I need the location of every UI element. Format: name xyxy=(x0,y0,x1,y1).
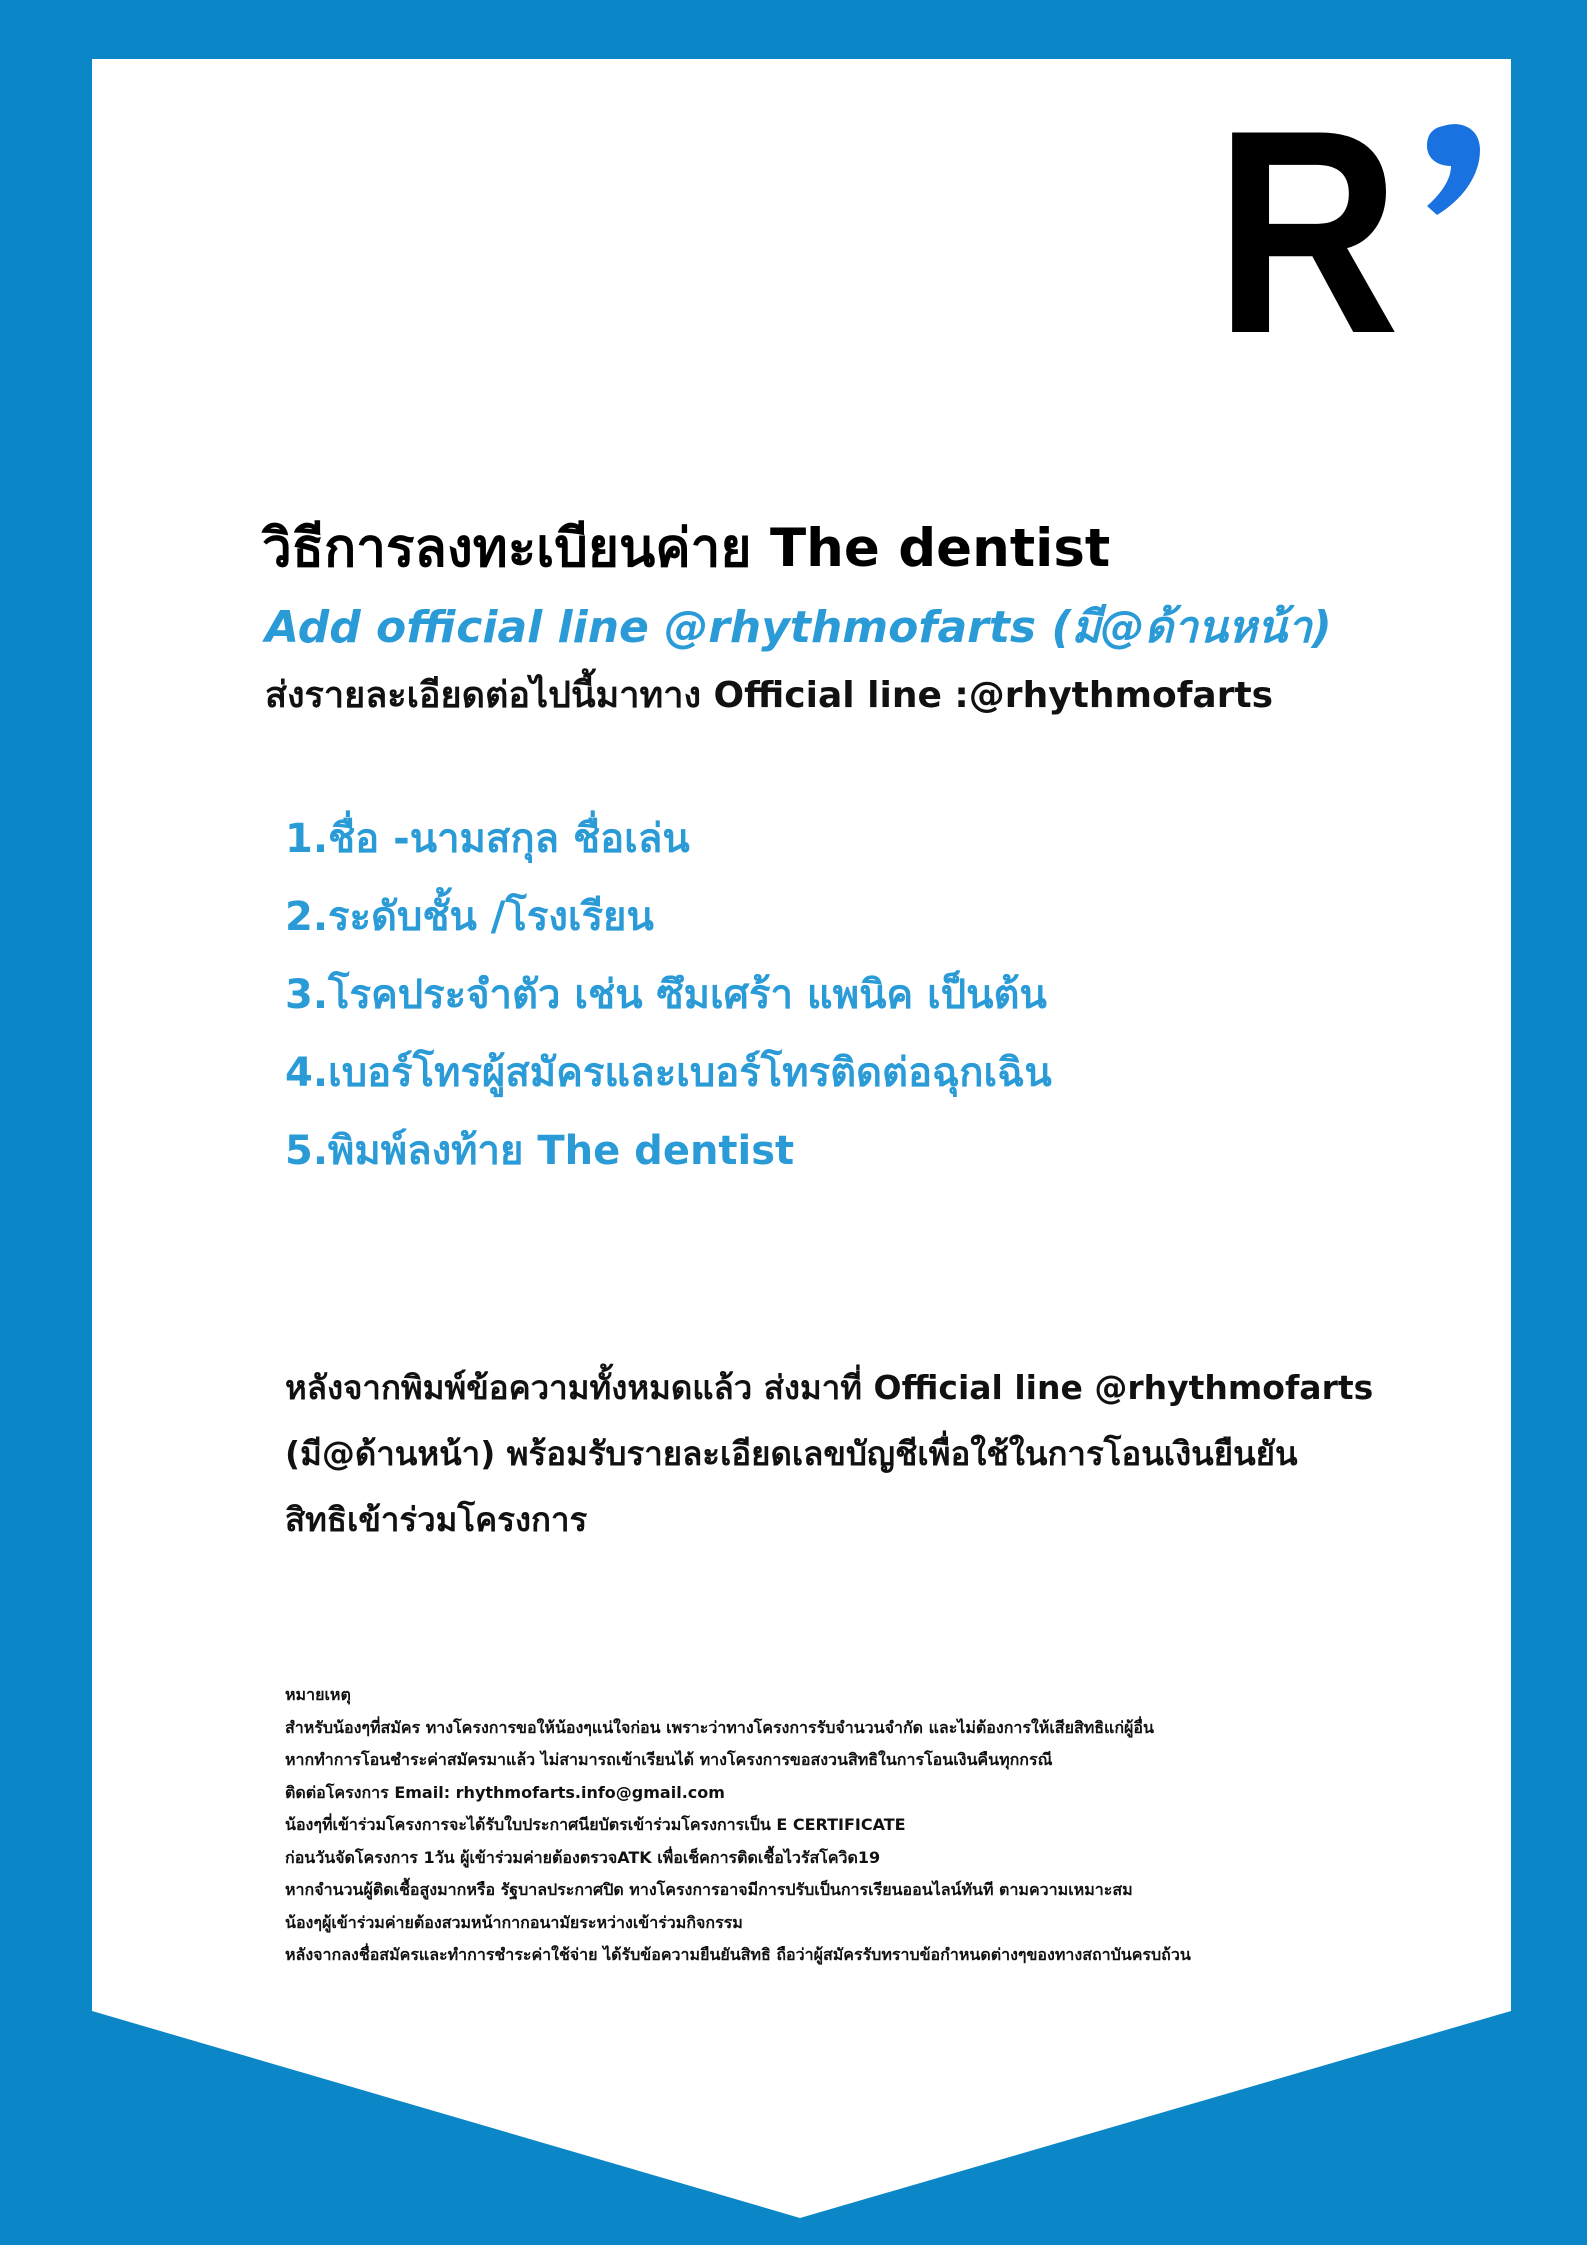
step-item: 2.ระดับชั้น /โรงเรียน xyxy=(285,894,654,940)
instruction-text: ส่งรายละเอียดต่อไปนี้มาทาง Official line :@rhythmofarts xyxy=(265,675,1274,716)
note-line: สำหรับน้องๆที่สมัคร ทางโครงการขอให้น้องๆแน่ใจก่อน เพราะว่าทางโครงการรับจำนวนจำกัด และไม่ต้องการให้เสียสิทธิแก่ผู้อื่น xyxy=(285,1717,1154,1737)
step-item: 3.โรคประจำตัว เช่น ซึมเศร้า แพนิค เป็นต้น xyxy=(285,972,1047,1018)
note-line: หลังจากลงชื่อสมัครและทำการชำระค่าใช้จ่าย ได้รับข้อความยืนยันสิทธิ ถือว่าผู้สมัครรับทราบข้อกำหนดต่างๆของทางสถาบันครบถ้วน xyxy=(285,1945,1191,1964)
brand-logo xyxy=(1215,120,1485,340)
note-line: ก่อนวันจัดโครงการ 1วัน ผู้เข้าร่วมค่ายต้องตรวจATK เพื่อเช็คการติดเชื้อไวรัสโควิด19 xyxy=(285,1847,881,1867)
step-item: 5.พิมพ์ลงท้าย The dentist xyxy=(285,1128,795,1174)
note-line: หากจำนวนผู้ติดเชื้อสูงมากหรือ รัฐบาลประกาศปิด ทางโครงการอาจมีการปรับเป็นการเรียนออนไลน์ทันที ตามความเหมาะสม xyxy=(285,1880,1133,1899)
note-line: น้องๆที่เข้าร่วมโครงการจะได้รับใบประกาศนียบัตรเข้าร่วมโครงการเป็น E CERTIFICATE xyxy=(285,1815,906,1834)
logo-letter: R xyxy=(1215,120,1400,340)
note-line: หากทำการโอนชำระค่าสมัครมาแล้ว ไม่สามารถเข้าเรียนได้ ทางโครงการขอสงวนสิทธิในการโอนเงินคืนทุกกรณี xyxy=(285,1750,1053,1769)
step-item: 1.ชื่อ -นามสกุล ชื่อเล่น xyxy=(285,816,690,862)
official-line-subtitle: Add official line @rhythmofarts (มี@ด้านหน้า) xyxy=(265,602,1332,653)
notes-heading: หมายเหตุ xyxy=(285,1685,351,1704)
registration-steps xyxy=(285,813,1052,1203)
note-line: ติดต่อโครงการ Email: rhythmofarts.info@gmail.com xyxy=(285,1782,725,1802)
page-title: วิธีการลงทะเบียนค่าย The dentist xyxy=(262,518,1111,579)
after-text-line: (มี@ด้านหน้า) พร้อมรับรายละเอียดเลขบัญชีเพื่อใช้ในการโอนเงินยืนยัน xyxy=(285,1434,1298,1473)
note-line: น้องๆผู้เข้าร่วมค่ายต้องสวมหน้ากากอนามัยระหว่างเข้าร่วมกิจกรรม xyxy=(285,1912,743,1932)
after-text-line: สิทธิเข้าร่วมโครงการ xyxy=(285,1500,588,1539)
after-submission-text xyxy=(285,1355,1485,1553)
after-text-line: หลังจากพิมพ์ข้อความทั้งหมดแล้ว ส่งมาที่ Official line @rhythmofarts xyxy=(285,1368,1374,1407)
logo-comma-icon xyxy=(1427,124,1480,215)
step-item: 4.เบอร์โทรผู้สมัครและเบอร์โทรติดต่อฉุกเฉิน xyxy=(285,1050,1052,1096)
notes-section xyxy=(285,1684,1485,1977)
